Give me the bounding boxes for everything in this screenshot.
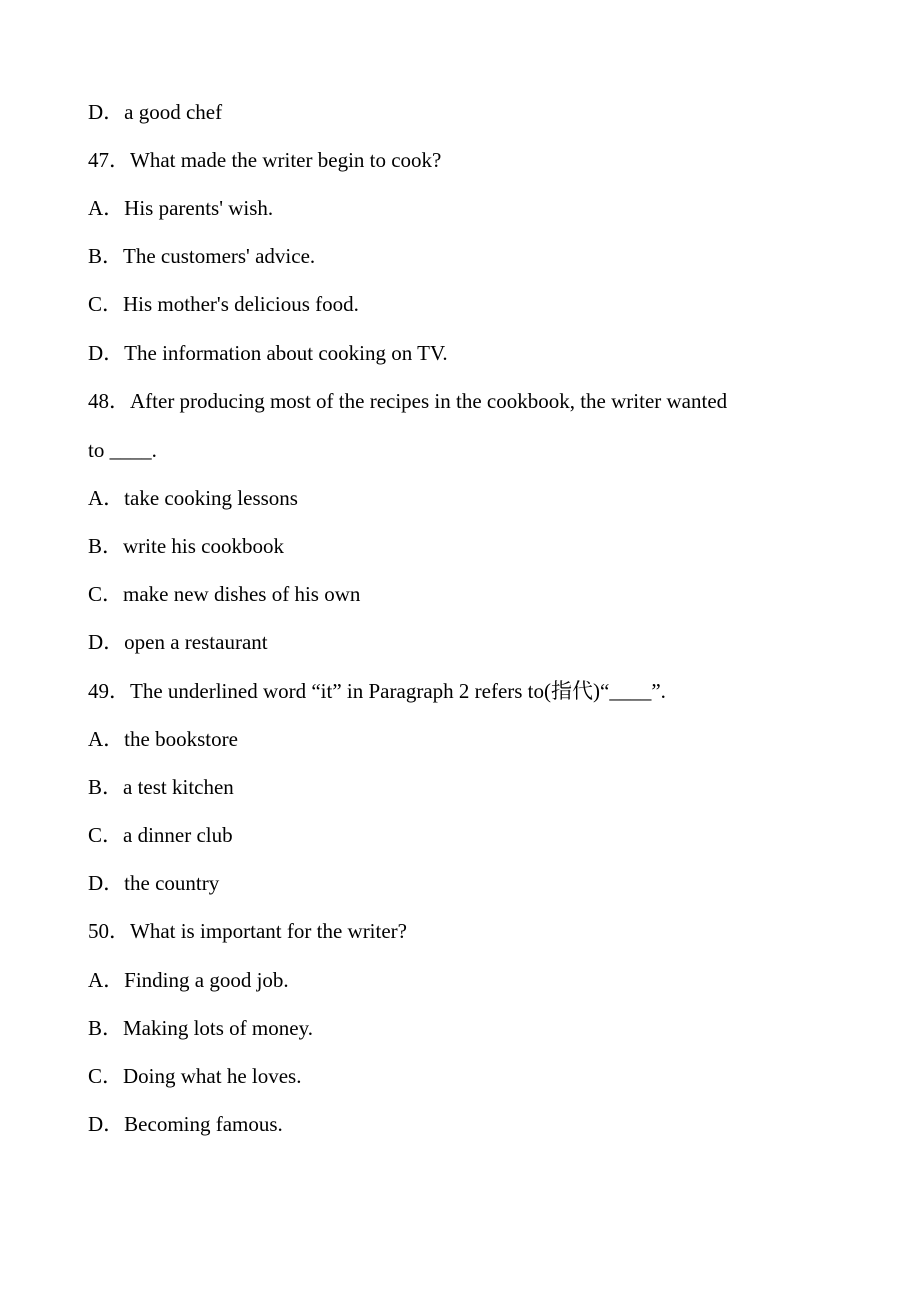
q48-option-b: B．write his cookbook [88,534,284,558]
q50-option-c: C．Doing what he loves. [88,1064,302,1088]
q46-option-d: D．a good chef [88,100,223,124]
q48-option-d: D．open a restaurant [88,630,268,654]
q49-option-d: D．the country [88,871,220,895]
q47-option-b: B．The customers' advice. [88,244,316,268]
q50-option-d: D．Becoming famous. [88,1112,283,1136]
q50-question: 50．What is important for the writer? [88,919,407,943]
q48-option-c: C．make new dishes of his own [88,582,361,606]
q47-option-c: C．His mother's delicious food. [88,292,359,316]
q49-option-a: A．the bookstore [88,727,238,751]
q48-question-continued: to ____. [88,438,157,462]
q47-option-a: A．His parents' wish. [88,196,274,220]
q49-option-c: C．a dinner club [88,823,233,847]
q48-question: 48．After producing most of the recipes in the cookbook, the writer wanted [88,389,728,413]
q47-question: 47．What made the writer begin to cook? [88,148,442,172]
q49-option-b: B．a test kitchen [88,775,234,799]
q47-option-d: D．The information about cooking on TV. [88,341,448,365]
q50-option-a: A．Finding a good job. [88,968,289,992]
q49-question: 49．The underlined word “it” in Paragraph 2 refers to(指代)“____”. [88,679,666,703]
q50-option-b: B．Making lots of money. [88,1016,313,1040]
q48-option-a: A．take cooking lessons [88,486,298,510]
